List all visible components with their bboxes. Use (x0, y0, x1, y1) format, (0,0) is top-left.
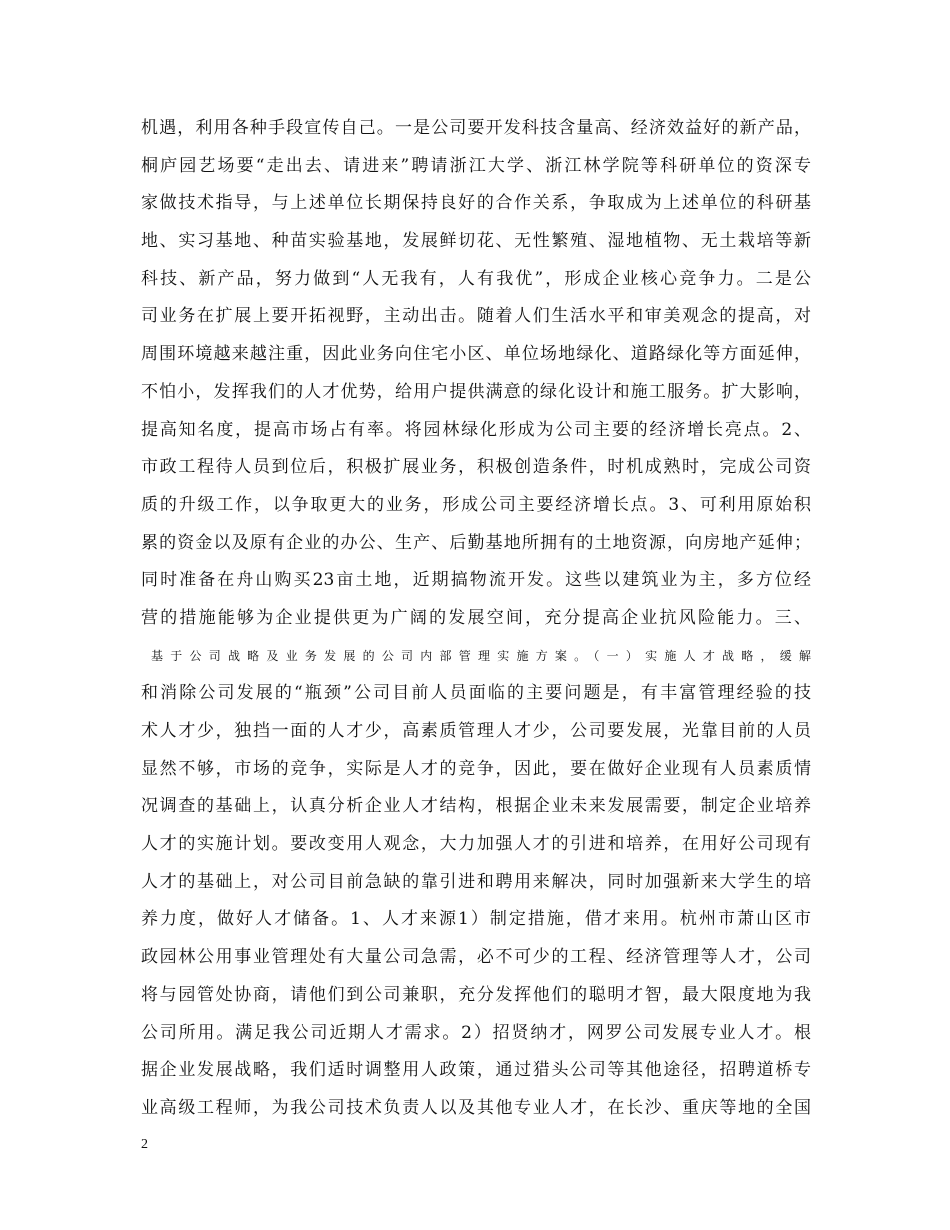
text-line: 累的资金以及原有企业的办公、生产、后勤基地所拥有的土地资源，向房地产延伸； (141, 532, 811, 553)
text-line: 术人才少，独挡一面的人才少，高素质管理人才少，公司要发展，光靠目前的人员 (141, 721, 811, 741)
text-line: 和消除公司发展的“瓶颈”公司目前人员面临的主要问题是，有丰富管理经验的技 (141, 683, 811, 704)
text-line: 公司所用。满足我公司近期人才需求。2）招贤纳才，网罗公司发展专业人才。根 (141, 1022, 811, 1043)
text-line: 将与园管处协商，请他们到公司兼职，充分发挥他们的聪明才智，最大限度地为我 (141, 984, 811, 1005)
text-line: 不怕小，发挥我们的人才优势，给用户提供满意的绿化设计和施工服务。扩大影响， (141, 381, 811, 402)
text-line: 显然不够，市场的竞争，实际是人才的竞争，因此，要在做好企业现有人员素质情 (141, 758, 811, 779)
text-line: 业高级工程师，为我公司技术负责人以及其他专业人才，在长沙、重庆等地的全国 (141, 1097, 811, 1118)
text-line: 人才的基础上，对公司目前急缺的靠引进和聘用来解决，同时加强新来大学生的培 (141, 871, 811, 892)
text-line: 提高知名度，提高市场占有率。将园林绿化形成为公司主要的经济增长亮点。2、 (141, 419, 811, 440)
text-line: 同时准备在舟山购买23亩土地，近期搞物流开发。这些以建筑业为主，多方位经 (141, 570, 811, 591)
page-number: 2 (141, 1137, 148, 1152)
text-line: 地、实习基地、种苗实验基地，发展鲜切花、无性繁殖、湿地植物、无土栽培等新 (141, 231, 811, 252)
text-line: 市政工程待人员到位后，积极扩展业务，积极创造条件，时机成熟时，完成公司资 (141, 457, 811, 478)
text-line: 质的升级工作，以争取更大的业务，形成公司主要经济增长点。3、可利用原始积 (141, 494, 811, 515)
text-line: 科技、新产品，努力做到“人无我有，人有我优”，形成企业核心竞争力。二是公 (141, 268, 811, 289)
text-line: 据企业发展战略，我们适时调整用人政策，通过猎头公司等其他途径，招聘道桥专 (141, 1060, 811, 1081)
text-line: 机遇，利用各种手段宣传自己。一是公司要开发科技含量高、经济效益好的新产品， (141, 118, 811, 138)
body-text (141, 110, 811, 1128)
text-line: 养力度，做好人才储备。1、人才来源1）制定措施，借才来用。杭州市萧山区市 (141, 909, 811, 930)
text-line: 家做技术指导，与上述单位长期保持良好的合作关系，争取成为上述单位的科研基 (141, 193, 811, 214)
text-line: 营的措施能够为企业提供更为广阔的发展空间，充分提高企业抗风险能力。三、 (141, 607, 811, 628)
text-line: 基于公司战略及业务发展的公司内部管理实施方案。（一）实施人才战略，缓解 (151, 648, 811, 663)
text-line: 司业务在扩展上要开拓视野，主动出击。随着人们生活水平和审美观念的提高，对 (141, 306, 811, 327)
text-line: 政园林公用事业管理处有大量公司急需，必不可少的工程、经济管理等人才，公司 (141, 947, 811, 968)
text-line: 人才的实施计划。要改变用人观念，大力加强人才的引进和培养，在用好公司现有 (141, 834, 811, 855)
text-line: 况调查的基础上，认真分析企业人才结构，根据企业未来发展需要，制定企业培养 (141, 796, 811, 817)
text-line: 桐庐园艺场要“走出去、请进来”聘请浙江大学、浙江林学院等科研单位的资深专 (141, 155, 811, 176)
text-line: 周围环境越来越注重，因此业务向住宅小区、单位场地绿化、道路绿化等方面延伸， (141, 344, 811, 365)
